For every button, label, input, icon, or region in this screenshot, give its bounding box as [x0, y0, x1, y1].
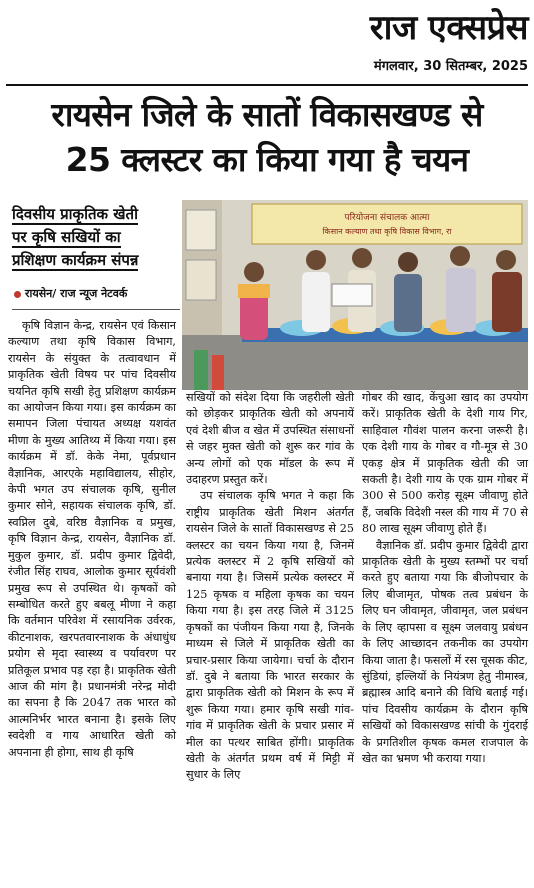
masthead-divider: [6, 84, 528, 86]
headline-line-2: 25 क्लस्टर का किया गया है चयन: [65, 140, 469, 179]
article-paragraph: गोबर की खाद, केंचुआ खाद का उपयोग करें। प्राकृतिक खेती के देशी गाय गिर, साहिवाल गौवंश पालन करना जरूरी है। एक देशी गाय के गोबर व गौ-मूत्र से 30 एकड़ क्षेत्र में प्राकृतिक खेती की जा सकती है। देशी गाय के एक ग्राम गोबर में 300 से 500 करोड़ सूक्ष्म जीवाणु होते हैं, जबकि विदेशी नस्ल की गाय में 70 से 80 लाख सूक्ष्म जीवाणु होते हैं।: [362, 391, 528, 536]
byline-text: रायसेन/ राज न्यूज नेटवर्क: [25, 287, 128, 300]
event-photo-illustration: [182, 200, 528, 390]
bullet-icon: [14, 291, 21, 298]
article-column-1: [8, 318, 176, 761]
article-paragraph: सखियों को संदेश दिया कि जहरीली खेती को छोड़कर प्राकृतिक खेती को अपनायें एवं देशी बीज व खेत में उपस्थित संसाधनों से जहर मुक्त खेती को शुरू कर गांव के अन्य लोगों को एक मॉडल के रूप में उदाहरण प्रस्तुत करें।: [186, 391, 354, 487]
event-photo: [182, 200, 528, 390]
headline: [6, 92, 528, 182]
subheadline-line-1: दिवसीय प्राकृतिक खेती: [12, 205, 138, 223]
headline-line-1: रायसेन जिले के सातों विकासखण्ड से: [51, 95, 483, 134]
subheadline-line-3: प्रशिक्षण कार्यक्रम संपन्न: [12, 251, 139, 269]
publication-date: मंगलवार, 30 सितम्बर, 2025: [373, 59, 528, 74]
banner-line-1: परियोजना संचालक आत्मा: [344, 213, 430, 223]
banner-line-2: किसान कल्याण तथा कृषि विकास विभाग, रा: [322, 227, 452, 236]
byline: [14, 286, 184, 301]
article-paragraph: कृषि विज्ञान केन्द्र, रायसेन एवं किसान कल्याण तथा कृषि विकास विभाग, रायसेन के संयुक्त के तत्वावधान में प्राकृतिक खेती विषय पर पांच दिवसीय चयनित कृषि सखी हेतु प्रशिक्षण कार्यक्रम का आयोजन किया गया। इस कार्यक्रम का समापन जिला पंचायत अध्यक्ष यशवंत मीणा के मुख्य आतिथ्य में किया गया। इस कार्यक्रम में डॉ. केके नेमा, पूर्वप्रधान वैज्ञानिक, आरएके महाविद्यालय, सीहोर, केपी भगत उप संचालक कृषि, सुनील कुमार सोने, सहायक संचालक कृषि, डॉ. स्वप्निल दुबे, वरिष्ठ वैज्ञानिक व प्रमुख, कृषि विज्ञान केन्द्र, रायसेन, वैज्ञानिक डॉ. मुकुल कुमार, डॉ. प्रदीप कुमार द्विवेदी, रंजीत सिंह राघव, आलोक कुमार सूर्यवंशी प्रमुख रूप से उपस्थित थे। कृषकों को सम्बोधित करते हुए बबलू मीणा ने कहा कि वर्तमान परिवेश में रसायनिक उर्वरक, कीटनाशक, खरपतवारनाशक के अंधाधुंध प्रयोग से मृदा स्वास्थ्य व पर्यावरण पर प्रतिकूल प्रभाव पड़ रहा है। प्राकृतिक खेती आज की मांग है। प्रधानमंत्री नरेन्द्र मोदी का सपना है कि 2047 तक भारत को आत्मनिर्भर भारत बनाना है। इसके लिए स्वदेशी व गाय आधारित खेती को अपनाना ही होगा, साथ ही कृषि: [8, 319, 176, 759]
masthead: [300, 8, 528, 74]
article-paragraph: वैज्ञानिक डॉ. प्रदीप कुमार द्विवेदी द्वारा प्राकृतिक खेती के मुख्य स्तम्भों पर चर्चा करते हुए बताया गया कि बीजोपचार के लिए बीजामृत, पोषक तत्व प्रबंधन के लिए घन जीवामृत, जीवामृत, जल प्रबंधन के लिए व्हापसा व सूक्ष्म जलवायु प्रबंधन के लिए आच्छादन तकनीक का उपयोग किया जाता है। फसलों में रस चूसक कीट, सुंडियां, इल्लियों के नियंत्रण हेतु नीमास्त्र, ब्रह्मास्त्र आदि बनाने की विधि बताई गई। पांच दिवसीय कार्यक्रम के दौरान कृषि सखियों को विकासखण्ड सांची के गुंदराई के प्रगतिशील कृषक कमल राजपाल के खेत का भ्रमण भी कराया गया।: [362, 538, 528, 765]
article-paragraph: उप संचालक कृषि भगत ने कहा कि राष्ट्रीय प्राकृतिक खेती मिशन अंतर्गत रायसेन जिले के सातों विकासखण्ड से 25 क्लस्टर का चयन किया गया है, जिनमें प्रत्येक क्लस्टर में 2 कृषि सखियों को बनाया गया है। जिसमें प्रत्येक क्लस्टर में 125 कृषक व महिला कृषक का चयन किया गया है। इस तरह जिले में 3125 कृषकों का पंजीयन किया गया है, जिनके माध्यम से जिले में प्राकृतिक खेती का प्रचार-प्रसार किया जायेगा। चर्चा के दौरान डॉ. दुबे ने बताया कि भारत सरकार के द्वारा प्राकृतिक खेती को मिशन के रूप में शुरू किया गया। हमार कृषि सखी गांव-गांव में प्राकृतिक खेती के प्रचार प्रसार में मील का पत्थर साबित होंगी। प्राकृतिक खेती के अंतर्गत प्रथम वर्ष में मिट्टी में सुधार के लिए: [186, 489, 354, 782]
subheadline: [12, 203, 172, 272]
article-column-2: [186, 390, 354, 784]
article-column-3: [362, 390, 528, 767]
byline-divider: [12, 309, 180, 310]
newspaper-name: राज एक्सप्रेस: [369, 8, 528, 48]
subheadline-line-2: पर कृषि सखियों का: [12, 228, 121, 246]
